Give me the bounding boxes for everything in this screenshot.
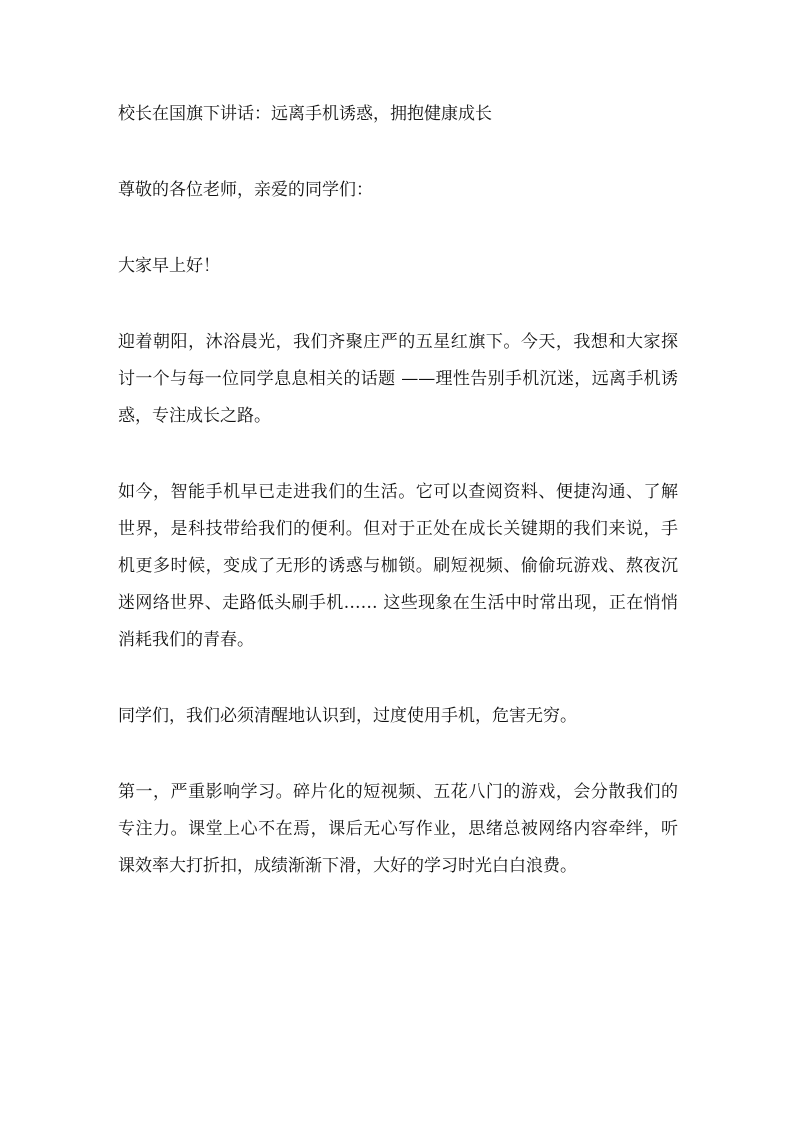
document-body xyxy=(118,96,678,885)
salutation: 尊敬的各位老师，亲爱的同学们： xyxy=(118,180,373,200)
paragraph-2: 如今，智能手机早已走进我们的生活。它可以查阅资料、便捷沟通、了解世界，是科技带给我们的便利。但对于正处在成长关键期的我们来说，手机更多时候，变成了无形的诱惑与枷锁。刷短视频、偷偷玩游戏、熬夜沉迷网络世界、走路低头刷手机…… 这些现象在生活中时常出现，正在悄悄消耗我们的青春。 xyxy=(118,482,678,650)
greeting: 大家早上好！ xyxy=(118,256,220,276)
paragraph-1: 迎着朝阳，沐浴晨光，我们齐聚庄严的五星红旗下。今天，我想和大家探讨一个与每一位同学息息相关的话题 ——理性告别手机沉迷，远离手机诱惑，专注成长之路。 xyxy=(118,332,678,426)
document-title: 校长在国旗下讲话：远离手机诱惑，拥抱健康成长 xyxy=(118,104,492,124)
paragraph-4: 第一，严重影响学习。碎片化的短视频、五花八门的游戏，会分散我们的专注力。课堂上心不在焉，课后无心写作业，思绪总被网络内容牵绊，听课效率大打折扣，成绩渐渐下滑，大好的学习时光白白浪费。 xyxy=(118,782,678,876)
paragraph-3: 同学们，我们必须清醒地认识到，过度使用手机，危害无穷。 xyxy=(118,706,577,726)
